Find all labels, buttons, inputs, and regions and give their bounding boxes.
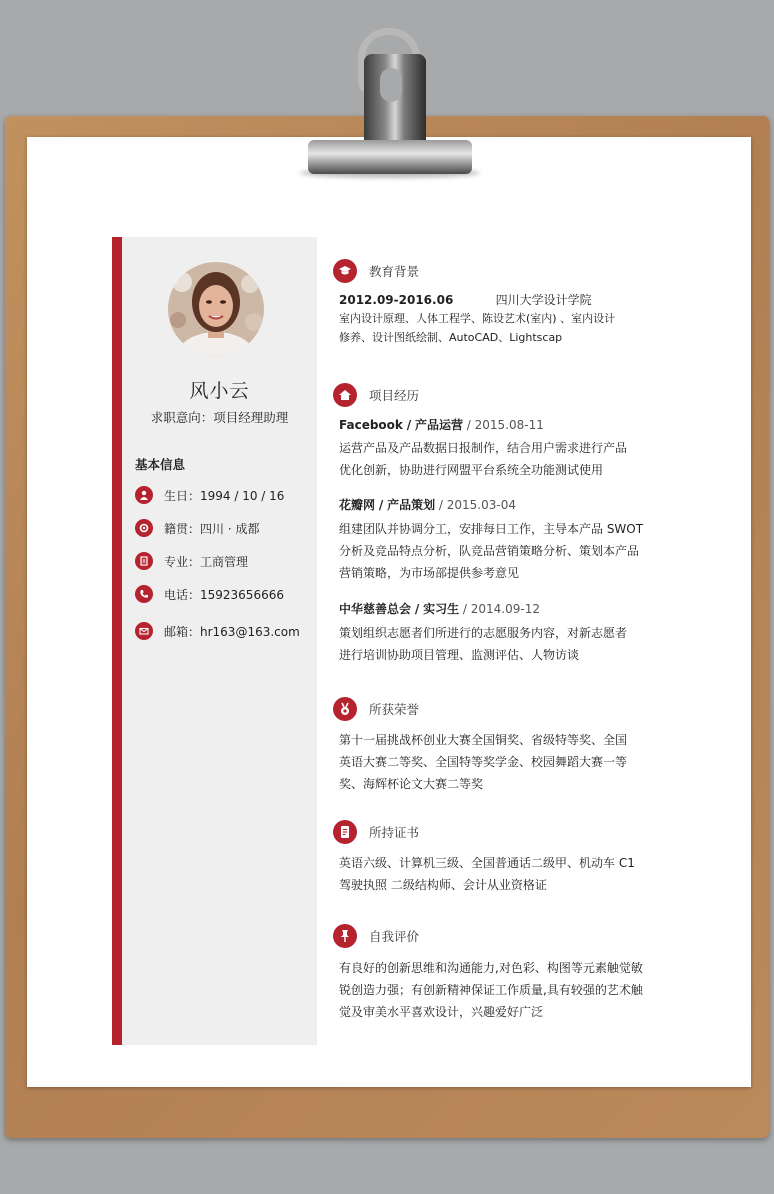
project-3-role: 实习生	[423, 602, 460, 616]
project-2-date: / 2015.03-04	[438, 498, 516, 512]
medal-icon	[333, 697, 357, 721]
education-line-1: 室内设计原理、人体工程学、陈设艺术(室内) 、室内设计	[339, 312, 616, 325]
info-email	[135, 621, 300, 641]
education-header	[333, 259, 419, 283]
house-icon	[333, 383, 357, 407]
honors-line-2: 英语大赛二等奖、全国特等奖学金、校园舞蹈大赛一等	[339, 755, 628, 769]
self-eval-title: 自我评价	[369, 929, 420, 944]
project-2-line-1: 组建团队并协调分工，安排每日工作，主导本产品 SWOT	[339, 522, 644, 536]
info-phone	[135, 584, 284, 604]
project-3-date: / 2014.09-12	[462, 602, 540, 616]
sidebar	[112, 237, 317, 1045]
self-eval-line-2: 锐创造力强；有创新精神保证工作质量,具有较强的艺术触	[339, 983, 643, 997]
certificates-title: 所持证书	[369, 825, 420, 840]
education-line-2: 修养、设计图纸绘制、AutoCAD、Lightscap	[339, 331, 563, 344]
project-2-role: 产品策划	[387, 498, 436, 512]
info-major	[135, 551, 248, 571]
project-3-line-1: 策划组织志愿者们所进行的志愿服务内容，对新志愿者	[339, 626, 628, 640]
candidate-name: 风小云	[189, 380, 250, 402]
info-birthday-text: 生日：1994 / 10 / 16	[164, 488, 285, 503]
location-pin-icon	[135, 519, 153, 537]
info-major-text: 专业：工商管理	[164, 554, 249, 569]
honors-line-3: 奖、海辉杯论文大赛二等奖	[339, 777, 484, 791]
honors-header	[333, 697, 419, 721]
self-eval-line-3: 觉及审美水平喜欢设计，兴趣爱好广泛	[339, 1005, 544, 1019]
info-hometown	[135, 518, 259, 538]
education-period: 2012.09-2016.06	[339, 293, 454, 307]
certificates-header	[333, 820, 419, 844]
certificates-line-1: 英语六级、计算机三级、全国普通话二级甲、机动车 C1	[339, 856, 635, 870]
projects-title: 项目经历	[369, 388, 420, 403]
person-icon	[135, 486, 153, 504]
project-3-heading: 中华慈善总会 / 实习生 / 2014.09-12	[339, 602, 540, 616]
document-icon	[135, 552, 153, 570]
info-phone-text: 电话：15923656666	[164, 587, 284, 602]
project-1-org: Facebook	[339, 418, 403, 432]
projects-header	[333, 383, 419, 407]
education-school: 四川大学设计学院	[495, 293, 592, 307]
project-2-line-2: 分析及竞品特点分析，队竞品营销策略分析、策划本产品	[339, 544, 640, 558]
binder-clip	[300, 28, 480, 178]
graduation-cap-icon	[333, 259, 357, 283]
avatar	[168, 262, 264, 356]
pushpin-icon	[333, 924, 357, 948]
info-hometown-text: 籍贯：四川 · 成都	[164, 521, 260, 536]
certificate-icon	[333, 820, 357, 844]
honors-title: 所获荣誉	[369, 702, 420, 717]
project-2-org: 花瓣网	[339, 498, 376, 512]
info-email-text: 邮箱：hr163@163.com	[164, 624, 300, 639]
project-2-heading: 花瓣网 / 产品策划 / 2015.03-04	[339, 498, 516, 512]
mail-icon	[135, 622, 153, 640]
phone-icon	[135, 585, 153, 603]
project-1-date: / 2015.08-11	[466, 418, 544, 432]
job-intent: 求职意向：项目经理助理	[150, 410, 289, 425]
education-title: 教育背景	[369, 264, 420, 279]
certificates-line-2: 驾驶执照 二级结构师、会计从业资格证	[339, 878, 547, 892]
project-3-line-2: 进行培训协助项目管理、监测评估、人物访谈	[339, 648, 580, 662]
info-birthday	[135, 485, 284, 505]
honors-line-1: 第十一届挑战杯创业大赛全国铜奖、省级特等奖、全国	[339, 733, 628, 747]
project-1-line-2: 优化创新，协助进行网盟平台系统全功能测试使用	[339, 463, 604, 477]
project-1-line-1: 运营产品及产品数据日报制作，结合用户需求进行产品	[339, 441, 628, 455]
project-2-line-3: 营销策略，为市场部提供参考意见	[339, 566, 520, 580]
project-3-org: 中华慈善总会	[339, 602, 412, 616]
basic-info-title: 基本信息	[135, 457, 186, 472]
self-eval-header	[333, 924, 419, 948]
project-1-role: 产品运营	[414, 418, 463, 432]
self-eval-line-1: 有良好的创新思维和沟通能力,对色彩、构图等元素触觉敏	[339, 961, 643, 975]
education-row	[339, 289, 669, 311]
project-1-heading: Facebook / 产品运营 / 2015.08-11	[339, 418, 544, 432]
sidebar-accent-bar	[112, 237, 122, 1045]
